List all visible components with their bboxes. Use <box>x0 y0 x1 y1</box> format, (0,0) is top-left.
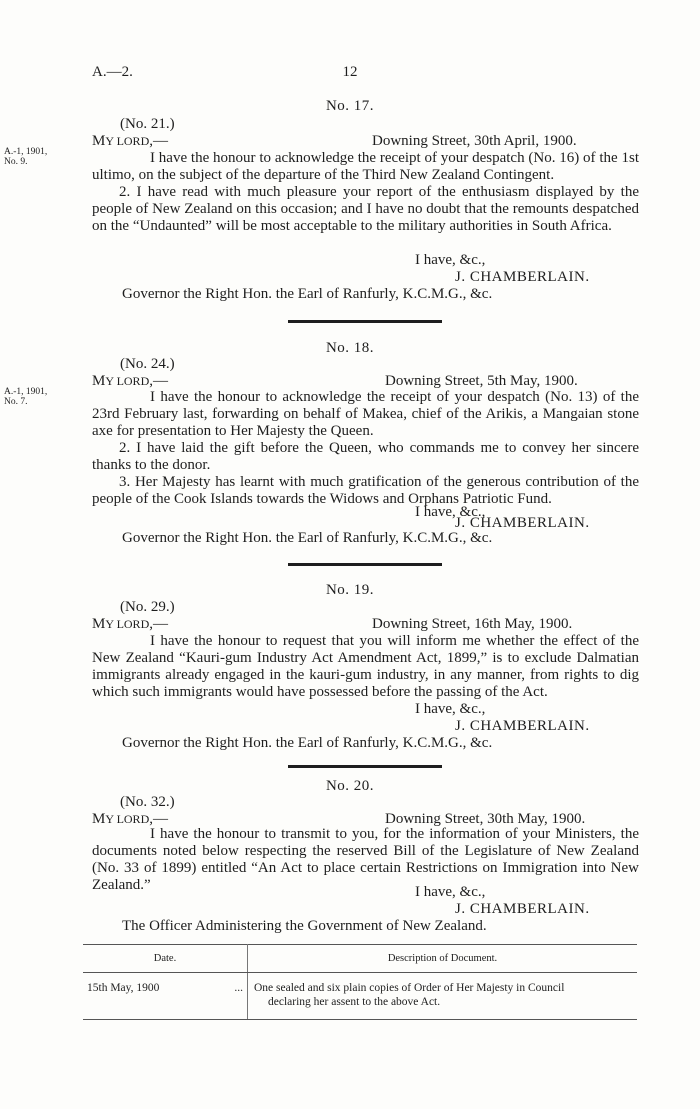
signature: J. CHAMBERLAIN. <box>455 901 590 917</box>
closing: I have, &c., <box>415 252 486 268</box>
table-row <box>83 973 637 1020</box>
section-divider <box>288 765 442 768</box>
closing: I have, &c., <box>415 884 486 900</box>
despatch-reference: (No. 29.) <box>120 599 175 615</box>
letter-number: No. 20. <box>325 778 375 794</box>
letter-body <box>92 389 639 508</box>
document-reference: A.—2. <box>92 64 133 80</box>
signature: J. CHAMBERLAIN. <box>455 269 590 285</box>
place-date: Downing Street, 5th May, 1900. <box>385 373 578 389</box>
paragraph: 2. I have read with much pleasure your report of the enthusiasm displayed by the people of New Zealand on this occasion; and I have no doubt that the remounts despatched on the “Undaunted” will be most acceptable to the military authorities in South Africa. <box>92 184 639 234</box>
enclosure-table <box>83 944 637 1020</box>
despatch-reference: (No. 24.) <box>120 356 175 372</box>
closing: I have, &c., <box>415 504 486 520</box>
signature: J. CHAMBERLAIN. <box>455 718 590 734</box>
addressee: Governor the Right Hon. the Earl of Ranfurly, K.C.M.G., &c. <box>122 286 493 302</box>
table-header-row <box>83 945 637 973</box>
letter-number: No. 18. <box>325 340 375 356</box>
section-divider <box>288 563 442 566</box>
page-number: 12 <box>342 64 358 80</box>
closing: I have, &c., <box>415 701 486 717</box>
letter-body <box>92 826 639 894</box>
description-cell: One sealed and six plain copies of Order of Her Majesty in Council declaring her assent to the above Act. <box>248 973 638 1020</box>
margin-note: A.-1, 1901, No. 7. <box>4 387 48 407</box>
page-header <box>0 64 700 84</box>
paragraph: 2. I have laid the gift before the Queen, who commands me to convey her sincere thanks to the donor. <box>92 440 639 473</box>
addressee: Governor the Right Hon. the Earl of Ranfurly, K.C.M.G., &c. <box>122 735 493 751</box>
salutation: MY LORD,— <box>92 811 168 827</box>
paragraph: I have the honour to transmit to you, for the information of your Ministers, the documents noted below respecting the reserved Bill of the Legislature of New Zealand (No. 33 of 1899) entitled “An Act to place certain Restrictions on Immigration into New Zealand.” <box>92 826 639 893</box>
paragraph: I have the honour to request that you will inform me whether the effect of the New Zealand “Kauri-gum Industry Act Amendment Act, 1899,” is to exclude Dalmatian immigrants already engaged in the kauri-gum industry, in any manner, from rights to dig which such immigrants would have possessed before the passing of the Act. <box>92 633 639 700</box>
paragraph: I have the honour to acknowledge the receipt of your despatch (No. 13) of the 23rd February last, forwarding on behalf of Makea, chief of the Arikis, a Mangaian stone axe for presentation to Her Majesty the Queen. <box>92 389 639 439</box>
addressee: Governor the Right Hon. the Earl of Ranfurly, K.C.M.G., &c. <box>122 530 493 546</box>
section-divider <box>288 320 442 323</box>
salutation: MY LORD,— <box>92 133 168 149</box>
paragraph: I have the honour to acknowledge the receipt of your despatch (No. 16) of the 1st ultimo, on the subject of the departure of the Third New Zealand Contingent. <box>92 150 639 183</box>
salutation: MY LORD,— <box>92 373 168 389</box>
letter-number: No. 17. <box>325 98 375 114</box>
addressee: The Officer Administering the Government of New Zealand. <box>122 918 487 934</box>
despatch-reference: (No. 21.) <box>120 116 175 132</box>
signature: J. CHAMBERLAIN. <box>455 515 590 531</box>
despatch-reference: (No. 32.) <box>120 794 175 810</box>
margin-note: A.-1, 1901, No. 9. <box>4 147 48 167</box>
letter-number: No. 19. <box>325 582 375 598</box>
place-date: Downing Street, 16th May, 1900. <box>372 616 573 632</box>
place-date: Downing Street, 30th April, 1900. <box>372 133 577 149</box>
salutation: MY LORD,— <box>92 616 168 632</box>
date-cell: 15th May, 1900 ... <box>83 973 248 1020</box>
paragraph: 3. Her Majesty has learnt with much gratification of the generous contribution of the people of the Cook Islands towards the Widows and Orphans Patriotic Fund. <box>92 474 639 507</box>
letter-body <box>92 633 639 701</box>
letter-body <box>92 150 639 235</box>
column-header-date: Date. <box>83 945 248 973</box>
column-header-description: Description of Document. <box>248 945 638 973</box>
place-date: Downing Street, 30th May, 1900. <box>385 811 586 827</box>
